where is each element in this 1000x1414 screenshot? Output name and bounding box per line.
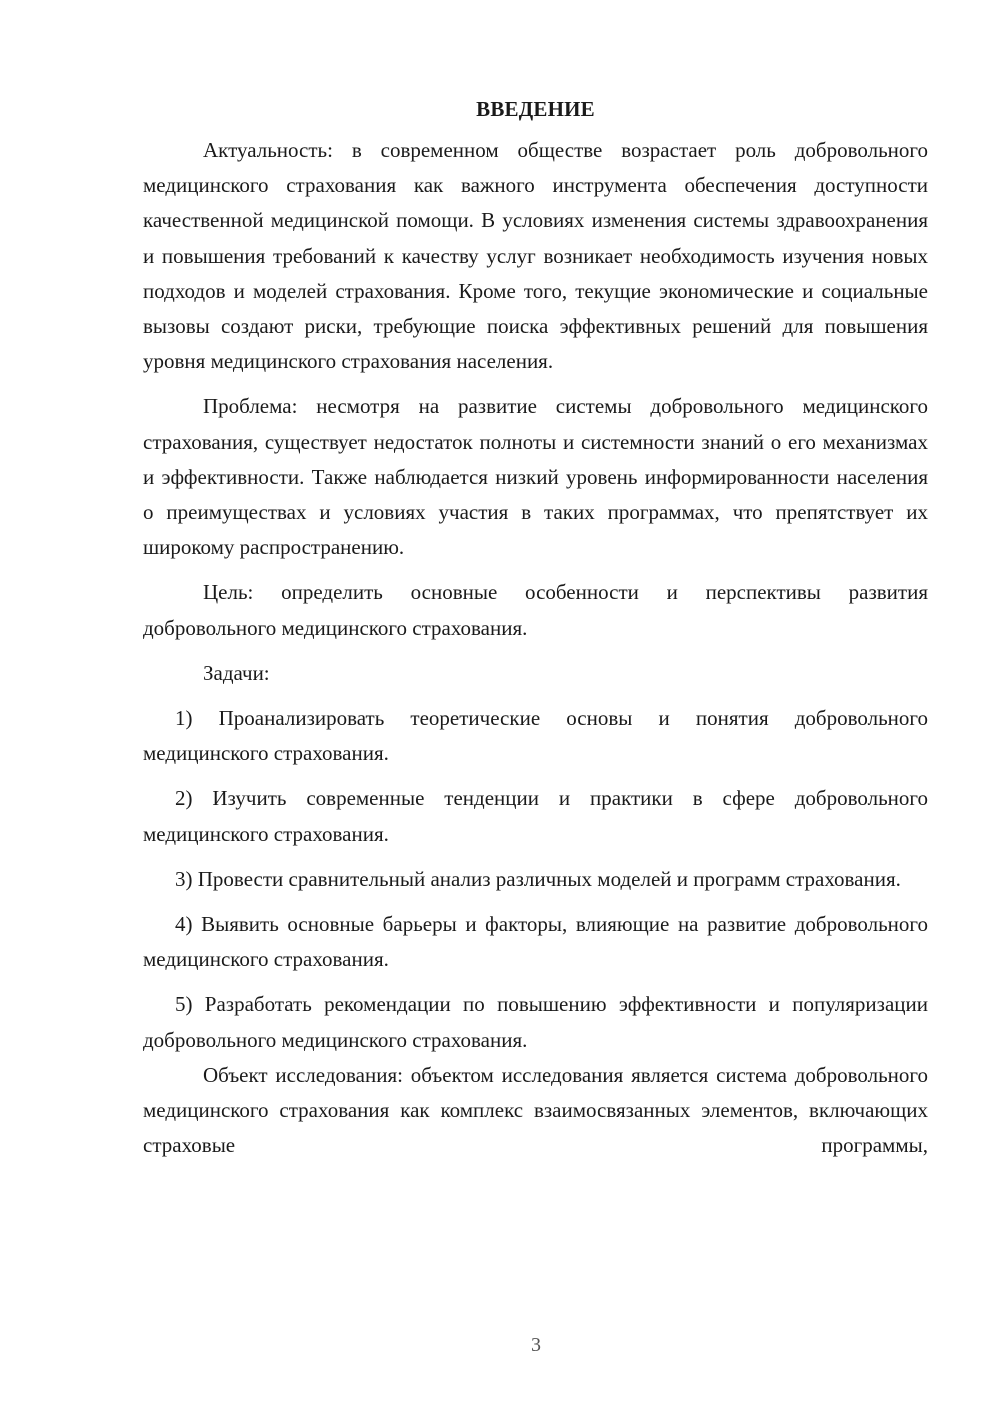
page-number: 3 bbox=[531, 1334, 541, 1356]
task-item-1: 1) Проанализировать теоретические основы и понятия добровольного медицинского страхования. bbox=[143, 706, 928, 766]
relevance-paragraph: Актуальность: в современном обществе возрастает роль добровольного медицинского страхования как важного инструмента обеспечения доступности качественной медицинской помощи. В условиях изменения системы здравоохранения и повышения требований к качеству услуг возникает необходимость изучения новых подходов и моделей страхования. Кроме того, текущие экономические и социальные вызовы создают риски, требующие поиска эффективных решений для повышения уровня медицинского страхования населения. bbox=[143, 138, 928, 374]
task-item-5: 5) Разработать рекомендации по повышению эффективности и популяризации добровольного медицинского страхования. bbox=[143, 992, 928, 1052]
object-paragraph: Объект исследования: объектом исследования является система добровольного медицинского страхования как комплекс взаимосвязанных элементов, включающих страховые программы, bbox=[143, 1062, 928, 1158]
task-item-2: 2) Изучить современные тенденции и практики в сфере добровольного медицинского страхования. bbox=[143, 786, 928, 846]
document-page bbox=[143, 92, 928, 1163]
section-title: ВВЕДЕНИЕ bbox=[476, 97, 595, 121]
goal-paragraph: Цель: определить основные особенности и перспективы развития добровольного медицинского страхования. bbox=[143, 580, 928, 640]
task-item-4: 4) Выявить основные барьеры и факторы, влияющие на развитие добровольного медицинского страхования. bbox=[143, 912, 928, 972]
problem-paragraph: Проблема: несмотря на развитие системы добровольного медицинского страхования, существует недостаток полноты и системности знаний о его механизмах и эффективности. Также наблюдается низкий уровень информированности населения о преимуществах и условиях участия в таких программах, что препятствует их широкому распространению. bbox=[143, 394, 928, 560]
tasks-heading: Задачи: bbox=[203, 660, 270, 685]
task-item-3: 3) Провести сравнительный анализ различных моделей и программ страхования. bbox=[175, 866, 901, 891]
